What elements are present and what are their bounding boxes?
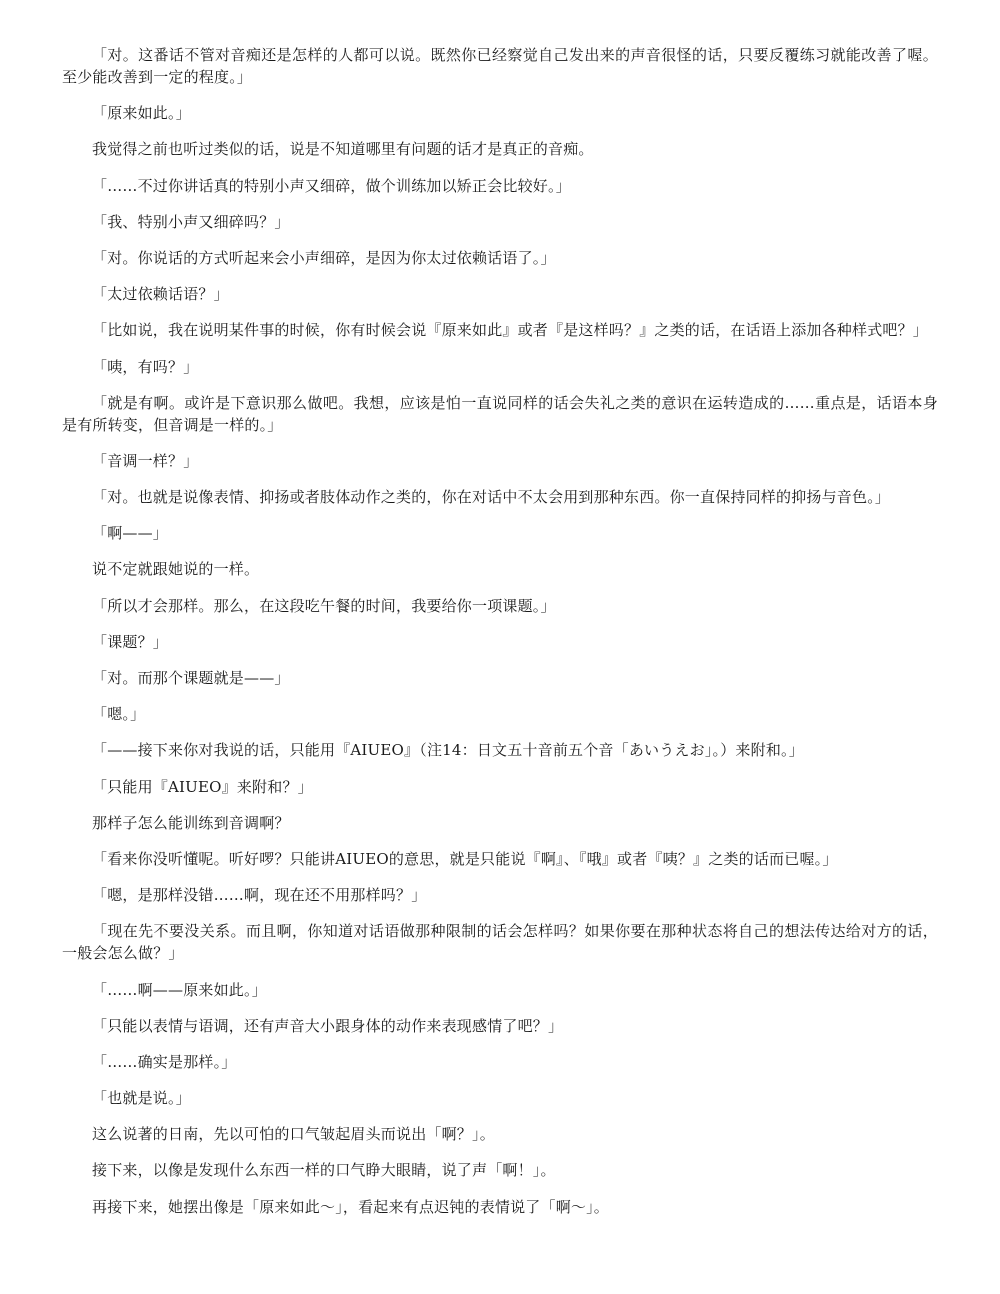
paragraph: 「对。这番话不管对音痴还是怎样的人都可以说。既然你已经察觉自己发出来的声音很怪的话，只要反覆练习就能改善了喔。至少能改善到一定的程度。」 <box>62 46 938 86</box>
paragraph: 「太过依赖话语？」 <box>92 285 229 304</box>
paragraph: 「音调一样？」 <box>92 451 199 470</box>
paragraph: 「对。你说话的方式听起来会小声细碎，是因为你太过依赖话语了。」 <box>92 248 556 267</box>
paragraph: 再接下来，她摆出像是「原来如此～」，看起来有点迟钝的表情说了「啊～」。 <box>92 1197 610 1216</box>
paragraph: 「只能用『AIUEO』来附和？」 <box>92 777 313 796</box>
paragraph: 「课题？」 <box>92 632 169 651</box>
paragraph: 接下来，以像是发现什么东西一样的口气睁大眼睛，说了声「啊！」。 <box>92 1161 556 1180</box>
paragraph: 「嗯。」 <box>92 705 146 724</box>
paragraph: 「……不过你讲话真的特别小声又细碎，做个训练加以矫正会比较好。」 <box>92 176 571 195</box>
paragraph: 说不定就跟她说的一样。 <box>92 560 260 579</box>
paragraph: 「对。也就是说像表情、抑扬或者肢体动作之类的，你在对话中不太会用到那种东西。你一直保持同样的抑扬与音色。」 <box>92 488 891 507</box>
paragraph: 「……啊——原来如此。」 <box>92 980 267 999</box>
paragraph: 「啊——」 <box>92 524 169 543</box>
paragraph: 「嗯，是那样没错……啊，现在还不用那样吗？」 <box>92 886 427 905</box>
paragraph: 「也就是说。」 <box>92 1089 191 1108</box>
paragraph: 那样子怎么能训练到音调啊？ <box>92 813 290 832</box>
paragraph: 「原来如此。」 <box>92 104 191 123</box>
paragraph: 这么说著的日南，先以可怕的口气皱起眉头而说出「啊？」。 <box>92 1125 495 1144</box>
paragraph: 「看来你没听懂呢。听好啰？只能讲AIUEO的意思，就是只能说『啊』、『哦』或者『咦？』之类的话而已喔。」 <box>92 849 838 868</box>
paragraph: 「只能以表情与语调，还有声音大小跟身体的动作来表现感情了吧？」 <box>92 1016 564 1035</box>
paragraph: 「比如说，我在说明某件事的时候，你有时候会说『原来如此』或者『是这样吗？』之类的话，在话语上添加各种样式吧？」 <box>92 321 929 340</box>
paragraph: 「所以才会那样。那么，在这段吃午餐的时间，我要给你一项课题。」 <box>92 596 556 615</box>
paragraph: 「咦，有吗？」 <box>92 357 199 376</box>
paragraph: 「对。而那个课题就是——」 <box>92 669 290 687</box>
paragraph: 「就是有啊。或许是下意识那么做吧。我想，应该是怕一直说同样的话会失礼之类的意识在运转造成的……重点是，话语本身是有所转变，但音调是一样的。」 <box>62 393 938 434</box>
paragraph: 「——接下来你对我说的话，只能用『AIUEO』（注14：日文五十音前五个音「あいうえお」。）来附和。」 <box>92 741 804 760</box>
paragraph: 「我、特别小声又细碎吗？」 <box>92 212 290 231</box>
paragraph: 我觉得之前也听过类似的话，说是不知道哪里有问题的话才是真正的音痴。 <box>92 140 594 159</box>
paragraph: 「现在先不要没关系。而且啊，你知道对话语做那种限制的话会怎样吗？如果你要在那种状态将自己的想法传达给对方的话，一般会怎么做？」 <box>62 922 938 963</box>
paragraph: 「……确实是那样。」 <box>92 1052 237 1071</box>
